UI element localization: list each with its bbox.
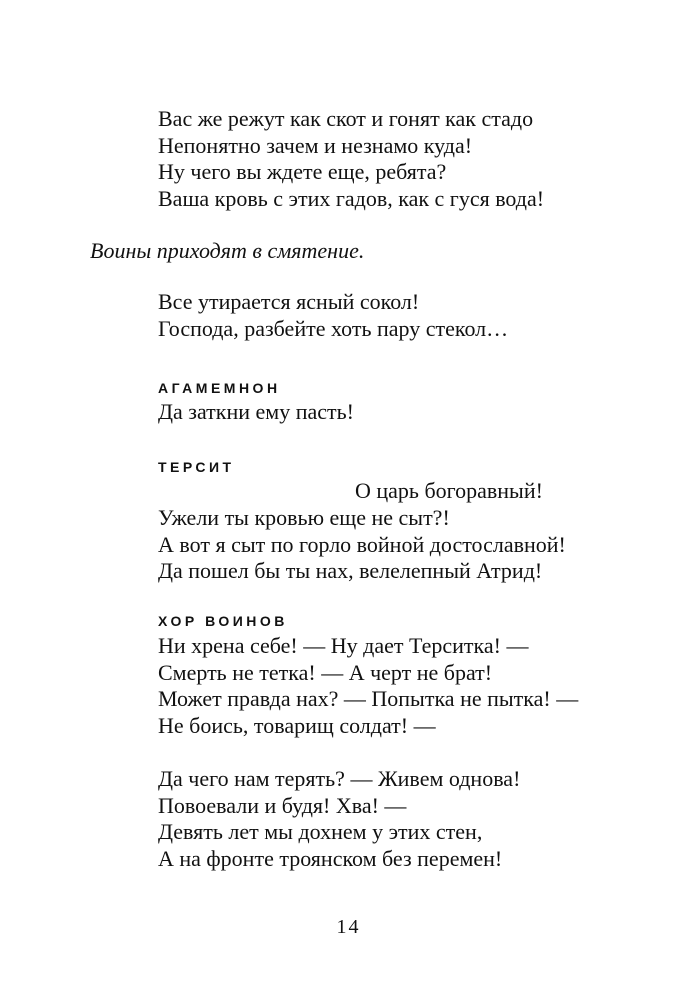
stage-direction-text: Воины приходят в смятение. [90,238,365,263]
chorus-stanza-2 [158,766,520,872]
speaker-thersites: ТЕРСИТ [158,459,235,475]
thersites-speech [158,505,566,585]
verse-line: Господа, разбейте хоть пару стекол… [158,315,509,341]
stanza-1 [158,106,544,212]
verse-line: Повоевали и будя! Хва! — [158,792,407,818]
verse-line: Девять лет мы дохнем у этих стен, [158,819,483,844]
page-number: 14 [336,916,361,938]
stage-direction [90,238,364,265]
speaker-agamemnon: АГАМЕМНОН [158,380,281,396]
speaker-chorus: ХОР ВОИНОВ [158,613,288,629]
verse-line: Ну чего вы ждете еще, ребята? [158,159,447,184]
verse-line: Смерть не тетка! — А черт не брат! [158,659,493,685]
stanza-2 [158,289,508,342]
verse-line: Вас же режут как скот и гонят как стадо [158,106,534,131]
thersites-indented-line [355,478,543,505]
chorus-stanza-1 [158,633,578,739]
verse-line: Ужели ты кровью еще не сыт?! [158,505,450,530]
verse-line: Да чего нам терять? — Живем однова! [158,766,521,791]
verse-line: Все утирается ясный сокол! [158,289,420,314]
verse-line: Может правда нах? — Попытка не пытка! — [158,686,579,711]
agamemnon-speech [158,399,354,426]
verse-line: Да заткни ему пасть! [158,399,354,424]
verse-line: А вот я сыт по горло войной достославной! [158,531,566,557]
verse-line: Ваша кровь с этих гадов, как с гуся вода! [158,185,545,211]
verse-line: Не боись, товарищ солдат! — [158,712,436,738]
verse-line: Ни хрена себе! — Ну дает Терситка! — [158,633,529,658]
verse-line: О царь богоравный! [355,478,543,503]
verse-line: Непонятно зачем и незнамо куда! [158,132,473,158]
verse-line: Да пошел бы ты нах, велелепный Атрид! [158,558,543,583]
verse-line: А на фронте троянском без перемен! [158,845,503,871]
